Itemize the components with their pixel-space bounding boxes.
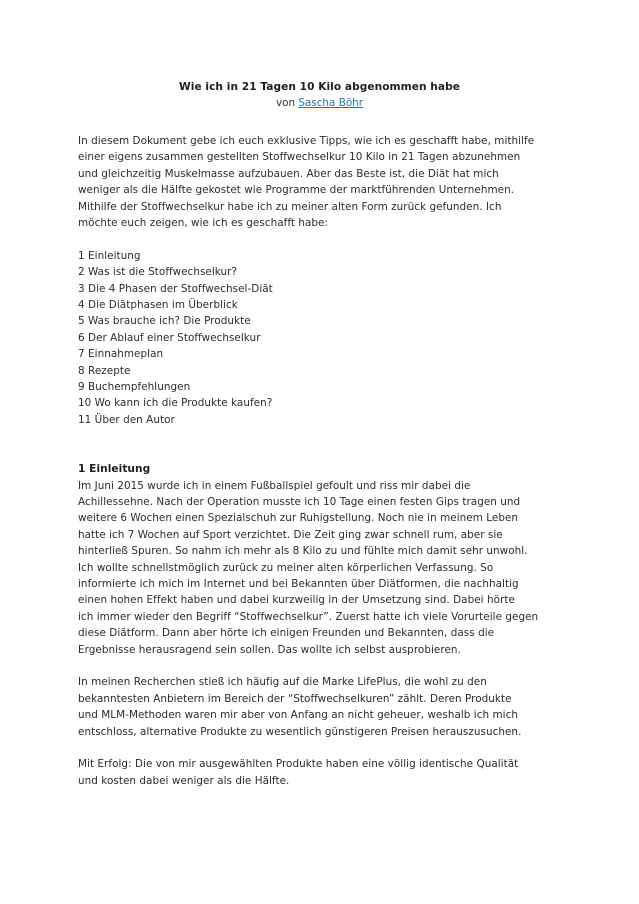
body-paragraph: In meinen Recherchen stieß ich häufig auf die Marke LifePlus, die wohl zu den bekanntesten Anbietern im Bereich der “Stoffwechselkuren” zählt. Deren Produkte und MLM-Methoden waren mir aber von Anfang an nicht geheuer, weshalb ich mich entschloss, alternative Produkte zu wesentlich günstigeren Preisen herauszusuchen. [78,676,522,738]
toc-item: 11 Über den Autor [78,413,175,426]
toc-item: 9 Buchempfehlungen [78,381,191,394]
toc-item: 7 Einnahmeplan [78,348,164,361]
toc-item: 1 Einleitung [78,249,141,262]
body-paragraph: Im Juni 2015 wurde ich in einem Fußballspiel gefoult und riss mir dabei die Achillessehne. Nach der Operation musste ich 10 Tage einen festen Gips tragen und weitere 6 Wochen einen Spezialschuh zur Ruhigstellung. Noch nie in meinem Leben hatte ich 7 Wochen auf Sport verzichtet. Die Zeit ging zwar schnell rum, aber sie hinterließ Spuren. So nahm ich mehr als 8 Kilo zu und fühlte mich damit sehr unwohl. Ich wollte schnellstmöglich zurück zu meiner alten körperlichen Verfassung. So informierte ich mich im Internet und bei Bekannten über Diätformen, die nachhaltig einen hohen Effekt haben und dabei kurzweilig in der Umsetzung sind. Dabei hörte ich immer wieder den Begriff “Stoffwechselkur”. Zuerst hatte ich viele Vorurteile gegen diese Diätform. Dann aber hörte ich einigen Freunden und Bekannten, dass die Ergebnisse herausragend sein sollen. Das wollte ich selbst ausprobieren. [78,479,539,656]
title-block [0,79,639,111]
author-link[interactable]: Sascha Böhr [298,97,364,109]
byline [0,95,639,111]
toc-item: 6 Der Ablauf einer Stoffwechselkur [78,331,261,344]
table-of-contents [78,248,568,428]
section-heading: 1 Einleitung [78,463,151,476]
byline-prefix: von [275,97,299,109]
toc-item: 8 Rezepte [78,364,131,377]
toc-item: 3 Die 4 Phasen der Stoffwechsel-Diät [78,282,273,295]
body-paragraph: Mit Erfolg: Die von mir ausgewählten Produkte haben eine völlig identische Qualität und kosten dabei weniger als die Hälfte. [78,758,519,787]
toc-item: 4 Die Diätphasen im Überblick [78,299,238,312]
document-title: Wie ich in 21 Tagen 10 Kilo abgenommen habe [179,81,460,93]
toc-item: 5 Was brauche ich? Die Produkte [78,315,251,328]
toc-item: 2 Was ist die Stoffwechselkur? [78,266,238,279]
toc-item: 10 Wo kann ich die Produkte kaufen? [78,397,273,410]
document-body [78,133,568,789]
intro-paragraph: In diesem Dokument gebe ich euch exklusive Tipps, wie ich es geschafft habe, mithilfe einer eigens zusammen gestellten Stoffwechselkur 10 Kilo in 21 Tagen abzunehmen und gleichzeitig Muskelmasse aufzubauen. Aber das Beste ist, die Diät hat mich weniger als die Hälfte gekostet wie Programme der marktführenden Unternehmen. Mithilfe der Stoffwechselkur habe ich zu meiner alten Form zurück gefunden. Ich möchte euch zeigen, wie ich es geschafft habe: [78,135,535,230]
